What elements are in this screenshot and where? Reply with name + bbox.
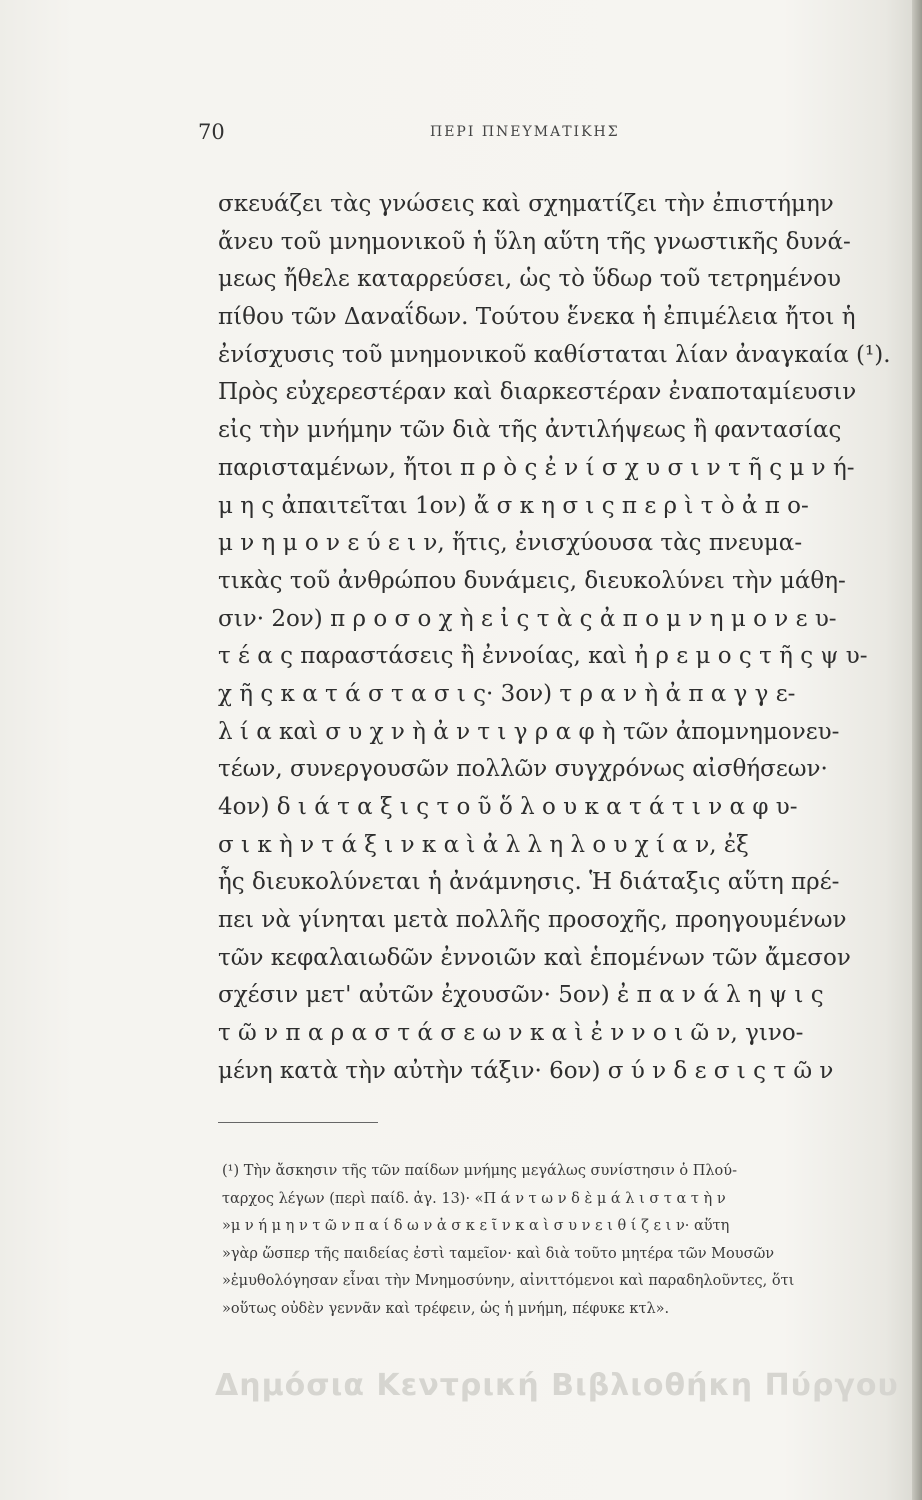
footnote-line: »μ ν ή μ η ν τ ῶ ν π α ί δ ω ν ἀ σ κ ε ῖ ν κ α ὶ σ υ ν ε ι θ ί ζ ε ι ν· αὕτη: [222, 1218, 730, 1234]
body-line: μένη κατὰ τὴν αὐτὴν τάξιν· 6ον) σ ύ ν δ ε σ ι ς τ ῶ ν: [218, 1057, 834, 1084]
body-line: πει νὰ γίνηται μετὰ πολλῆς προσοχῆς, προηγουμένων: [218, 907, 847, 934]
body-line: Πρὸς εὐχερεστέραν καὶ διαρκεστέραν ἐναποταμίευσιν: [218, 379, 857, 406]
body-line: πίθου τῶν Δαναΐδων. Τούτου ἕνεκα ἡ ἐπιμέλεια ἤτοι ἡ: [218, 304, 856, 331]
footnote-line: »γὰρ ὥσπερ τῆς παιδείας ἐστὶ ταμεῖον· καὶ διὰ τοῦτο μητέρα τῶν Μουσῶν: [222, 1245, 775, 1262]
page-number: 70: [198, 120, 225, 144]
body-line: σχέσιν μετ' αὐτῶν ἐχουσῶν· 5ον) ἐ π α ν ά λ η ψ ι ς: [218, 982, 824, 1009]
body-line: τικὰς τοῦ ἀνθρώπου δυνάμεις, διευκολύνει τὴν μάθη-: [218, 567, 846, 594]
body-line: ἧς διευκολύνεται ἡ ἀνάμνησις. Ἡ διάταξις αὕτη πρέ-: [218, 869, 840, 896]
body-line: λ ί α καὶ σ υ χ ν ὴ ἀ ν τ ι γ ρ α φ ὴ τῶν ἀπομνημονευ-: [218, 718, 840, 745]
body-line: 4ον) δ ι ά τ α ξ ι ς τ ο ῦ ὅ λ ο υ κ α τ ά τ ι ν α φ υ-: [218, 794, 798, 820]
body-line: σ ι κ ὴ ν τ ά ξ ι ν κ α ὶ ἀ λ λ η λ ο υ χ ί α ν, ἐξ: [218, 831, 749, 858]
footnote-line: (¹) Τὴν ἄσκησιν τῆς τῶν παίδων μνήμης μεγάλως συνίστησιν ὁ Πλού-: [222, 1163, 738, 1179]
body-line: ἄνευ τοῦ μνημονικοῦ ἡ ὕλη αὕτη τῆς γνωστικῆς δυνά-: [218, 228, 851, 255]
body-line: μεως ἤθελε καταρρεύσει, ὡς τὸ ὕδωρ τοῦ τετρημένου: [218, 266, 841, 293]
footnote-line: ταρχος λέγων (περὶ παίδ. ἀγ. 13)· «Π ά ν τ ω ν δ ὲ μ ά λ ι σ τ α τ ὴ ν: [222, 1190, 726, 1207]
body-line: τ έ α ς παραστάσεις ἢ ἐννοίας, καὶ ἠ ρ ε μ ο ς τ ῆ ς ψ υ-: [218, 643, 868, 670]
body-line: εἰς τὴν μνήμην τῶν διὰ τῆς ἀντιλήψεως ἢ φαντασίας: [218, 417, 842, 444]
body-line: τ ῶ ν π α ρ α σ τ ά σ ε ω ν κ α ὶ ἐ ν ν ο ι ῶ ν, γινο-: [218, 1020, 804, 1047]
library-watermark: Δημόσια Κεντρική Βιβλιοθήκη Πύργου: [215, 1368, 899, 1403]
footnote-line: »ἐμυθολόγησαν εἶναι τὴν Μνημοσύνην, αἰνιττόμενοι καὶ παραδηλοῦντες, ὅτι: [222, 1273, 795, 1289]
body-text: [218, 186, 908, 1091]
footnotes: [222, 1158, 902, 1323]
body-line: σιν· 2ον) π ρ ο σ ο χ ὴ ε ἰ ς τ ὰ ς ἀ π ο μ ν η μ ο ν ε υ-: [218, 605, 837, 632]
footnote-line: »οὕτως οὐδὲν γεννᾶν καὶ τρέφειν, ὡς ἡ μνήμη, πέφυκε κτλ».: [222, 1300, 670, 1317]
body-line: σκευάζει τὰς γνώσεις καὶ σχηματίζει τὴν ἐπιστήμην: [218, 191, 834, 217]
page-edge: [912, 0, 922, 1500]
footnote-rule: [218, 1122, 378, 1123]
running-title: ΠΕΡΙ ΠΝΕΥΜΑΤΙΚΗΣ: [430, 124, 620, 140]
body-line: τῶν κεφαλαιωδῶν ἐννοιῶν καὶ ἑπομένων τῶν ἄμεσον: [218, 944, 851, 971]
page-header: [198, 120, 888, 150]
body-line: παρισταμένων, ἤτοι π ρ ὸ ς ἐ ν ί σ χ υ σ ι ν τ ῆ ς μ ν ή-: [218, 454, 855, 481]
body-line: τέων, συνεργουσῶν πολλῶν συγχρόνως αἰσθήσεων·: [218, 756, 828, 783]
body-line: μ ν η μ ο ν ε ύ ε ι ν, ἥτις, ἐνισχύουσα τὰς πνευμα-: [218, 530, 803, 557]
body-line: χ ῆ ς κ α τ ά σ τ α σ ι ς· 3ον) τ ρ α ν ὴ ἀ π α γ γ ε-: [218, 680, 796, 707]
body-line: μ η ς ἀπαιτεῖται 1ον) ἄ σ κ η σ ι ς π ε ρ ὶ τ ὸ ἀ π ο-: [218, 492, 809, 519]
body-line: ἐνίσχυσις τοῦ μνημονικοῦ καθίσταται λίαν ἀναγκαία (¹).: [218, 341, 891, 368]
